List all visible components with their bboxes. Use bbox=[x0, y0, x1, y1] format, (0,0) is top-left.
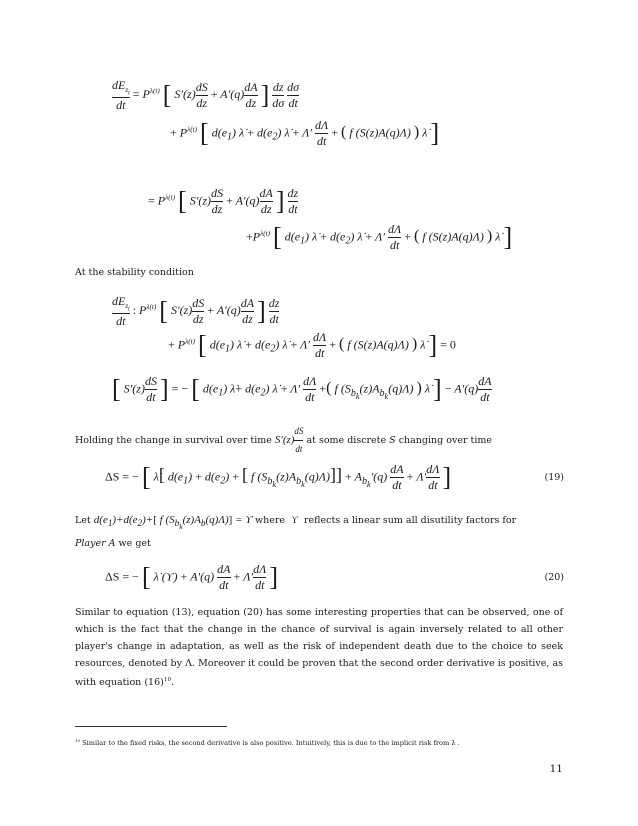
holding-text bbox=[75, 423, 563, 458]
equation-19-number: (19) bbox=[544, 472, 564, 483]
holding-mid: at some discrete bbox=[306, 435, 387, 446]
upsilon-symbol: ϒ bbox=[291, 516, 298, 526]
equation-20-number: (20) bbox=[544, 572, 564, 583]
equation-20: ΔS = − [ λ̇ (ϒ) + A′(q) $\frac{dA}{dt}$ + Λ′ $\frac{d\Lambda}{dt}$ ] bbox=[105, 562, 279, 592]
footnote-ref: 10 bbox=[163, 677, 172, 683]
footnote-number: 10 bbox=[75, 738, 81, 743]
holding-s: S bbox=[389, 435, 396, 446]
paragraph-end: . bbox=[171, 677, 175, 689]
let-inline-eq: $d(e_1)+d(e_2)+$[ f $(S_{b_k}(z)A_b(q)\Lambda)] = ϒ$ bbox=[93, 514, 255, 532]
equation-c-line1: $dE_{z_t}$ dt : $P^{\lambda(t)}$ [ S′(z) $\frac{dS}{dz}$ + A′(q) $\frac{dA}{dz}$ ] $\frac{dz}{dt}$ bbox=[112, 294, 280, 328]
holding-pre: Holding the change in survival over time bbox=[75, 435, 272, 446]
let-pre: Let bbox=[75, 515, 91, 526]
page-number: 11 bbox=[549, 763, 563, 775]
let-end: we get bbox=[118, 538, 151, 550]
footnote-text: Similar to the fixed risks, the second derivative is also positive. Intuitively, this is due to the implicit risk from λ̇ . bbox=[82, 739, 460, 748]
paragraph-text: Similar to equation (13), equation (20) has some interesting properties that can be observed, one of which is the fact that the change in the chance of survival is again inversely related to all other player's change in adaptation, as well as the risk of independent death due to the choice to seek resources, denoted by Λ. Moreover it could be proven that the second order derivative is positive, as with equation (16) bbox=[75, 607, 563, 689]
equation-d: [ S′(z) $\frac{dS}{dt}$ ] = − [ $d(e_1)$ λ̇+ $d(e_2)$ λ̇ + Λ′ $\frac{d\Lambda}{dt}$ +( f $(S_{b_k}(z)A_{b_k}(q)\Lambda)$ ) λ̇ ] − A′(q) $\frac{dA}{dt}$ bbox=[112, 374, 492, 404]
let-where: where bbox=[254, 515, 286, 526]
body-paragraph bbox=[75, 604, 563, 691]
footnote-rule bbox=[75, 726, 227, 727]
holding-post: changing over time bbox=[398, 435, 493, 446]
equation-a-line2: + $P^{\lambda(t)}$ [ $d(e_1)$ λ̇ + $d(e_2)$ λ̇ + Λ′ $\frac{d\Lambda}{dt}$ + ( f (S(z)A(q)Λ) ) λ̇ ] bbox=[170, 118, 440, 148]
let-player: Player A bbox=[75, 538, 116, 550]
equation-a-line1: $dE_{z_t}$ dt = $P^{\lambda(t)}$ [ S′(z) $\frac{dS}{dz}$ + A′(q) $\frac{dA}{dz}$ ] $\frac{dz}{d\sigma}$ $\frac{d\sigma}{dt}$ bbox=[112, 78, 300, 112]
stability-text: At the stability condition bbox=[75, 267, 194, 278]
equation-b-line2: $+P^{\lambda(t)}$ [ $d(e_1)$ λ̇ + $d(e_2)$ λ̇ + Λ′ $\frac{d\Lambda}{dt}$ + ( f (S(z)A(q)Λ) ) λ̇ ] bbox=[246, 222, 513, 252]
equation-b-line1: = $P^{\lambda(t)}$ [ S′(z) $\frac{dS}{dz}$ + A′(q) $\frac{dA}{dz}$ ] $\frac{dz}{dt}$ bbox=[148, 186, 299, 216]
equation-19: ΔS = − [ λ̇[ $d(e_1) + d(e_2)$ + [ f $(S_{b_k}(z)A_{b_k}(q)\Lambda)]] + A_{b_k}'(q)$ $\frac{dA}{dt}$ + Λ′ $\frac{d\Lambda}{dt}$ ] bbox=[105, 462, 452, 492]
let-text bbox=[75, 512, 563, 552]
footnote bbox=[75, 738, 460, 747]
let-post: reflects a linear sum all disutility factors for bbox=[304, 515, 517, 526]
holding-inline-eq: S′(z) $\frac{dS}{dt}$ bbox=[275, 423, 304, 458]
equation-c-line2: + $P^{\lambda(t)}$ [ $d(e_1)$ λ̇ + $d(e_2)$ λ̇ + Λ′ $\frac{d\Lambda}{dt}$ + ( f (S(z)A(q)Λ) ) λ̇ ] = 0 bbox=[168, 330, 456, 360]
